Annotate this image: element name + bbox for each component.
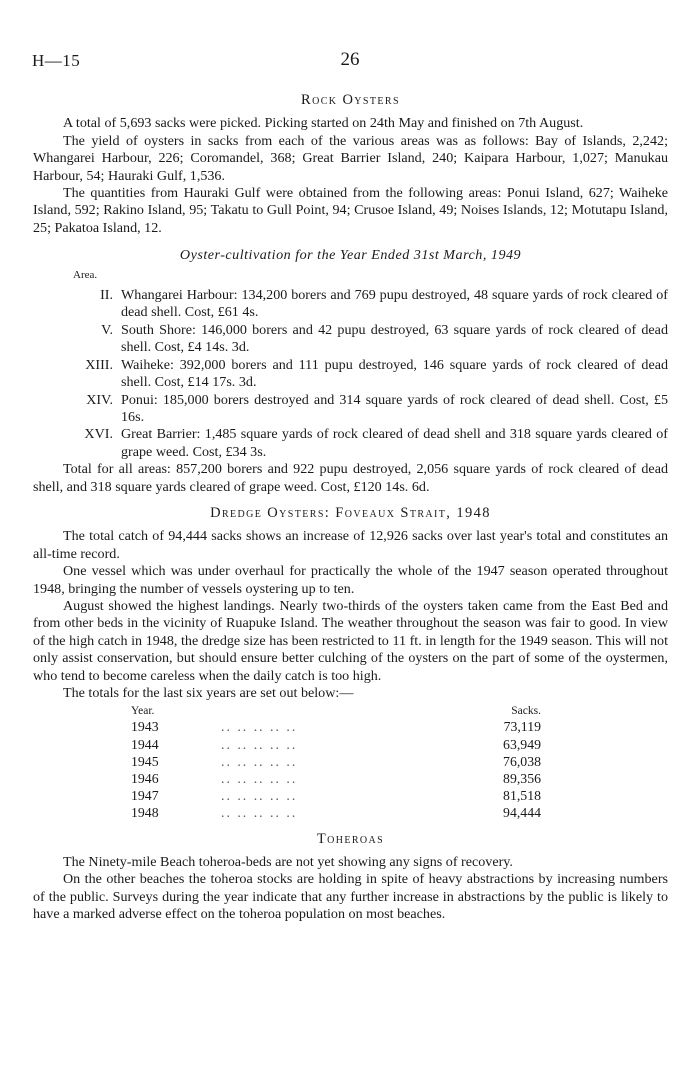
sacks-cell: 76,038	[503, 753, 541, 769]
leader-dots: .. .. .. .. ..	[221, 771, 298, 787]
sacks-cell: 73,119	[503, 719, 541, 735]
area-entry	[33, 322, 668, 357]
leader-dots: .. .. .. .. ..	[221, 736, 298, 752]
sacks-cell: 63,949	[503, 736, 541, 752]
section-heading-dredge-oysters: Dredge Oysters: Foveaux Strait, 1948	[210, 504, 491, 521]
year-cell: 1948	[131, 805, 159, 821]
section-heading-toheroas: Toheroas	[316, 830, 385, 847]
sacks-cell: 89,356	[503, 771, 541, 787]
document-reference: H—15	[32, 51, 81, 70]
sacks-cell: 94,444	[503, 805, 541, 821]
table-row	[131, 753, 541, 770]
cultivation-total: Total for all areas: 857,200 borers and 922 pupu destroyed, 2,056 square yards of rock cleared of dead shell, and 318 square yards cleared of grape weed. Cost, £120 14s. 6d.	[33, 461, 668, 495]
leader-dots: .. .. .. .. ..	[221, 753, 298, 769]
table-header-row	[131, 704, 541, 718]
paragraph: On the other beaches the toheroa stocks are holding in spite of heavy abstractions by increasing numbers of the public. Surveys during the year indicate that any further increase in abstractions by the public is likely to have a marked adverse effect on the toheroa population on most beaches.	[33, 871, 668, 923]
table-row	[131, 804, 541, 821]
leader-dots: .. .. .. .. ..	[221, 788, 298, 804]
paragraph: The total catch of 94,444 sacks shows an increase of 12,926 sacks over last year's total and constitutes an all-time record.	[33, 528, 668, 562]
area-entry	[33, 357, 668, 392]
area-code: XIII.	[85, 356, 113, 373]
table-row	[131, 787, 541, 804]
table-row	[131, 736, 541, 753]
leader-dots: .. .. .. .. ..	[221, 719, 298, 735]
area-text: Ponui: 185,000 borers destroyed and 314 square yards of rock cleared of dead shell. Cost, £5 16s.	[121, 391, 668, 425]
area-text: South Shore: 146,000 borers and 42 pupu destroyed, 63 square yards of rock cleared of dead shell. Cost, £4 14s. 3d.	[121, 321, 668, 356]
area-text: Whangarei Harbour: 134,200 borers and 769 pupu destroyed, 48 square yards of rock cleared of dead shell. Cost, £61 4s.	[121, 287, 668, 321]
table-row	[131, 770, 541, 787]
area-text: Great Barrier: 1,485 square yards of rock cleared of dead shell and 318 square yards cleared of grape weed. Cost, £34 3s.	[121, 426, 668, 460]
area-entry	[33, 392, 668, 427]
page-body	[33, 92, 668, 924]
paragraph: August showed the highest landings. Nearly two-thirds of the oysters taken came from the East Bed and from other beds in the vicinity of Ruapuke Island. The weather throughout the season was fair to good. In view of the high catch in 1948, the dredge size has been restricted to 11 ft. in length for the 1949 season. This will not only assist conservation, but should ensure better culching of the oysters on the part of some of the oystermen, who tend to become careless when the daily catch is too high.	[33, 597, 668, 684]
year-cell: 1947	[131, 788, 159, 804]
area-entry	[33, 287, 668, 322]
paragraph: The yield of oysters in sacks from each of the various areas was as follows: Bay of Islands, 2,242; Whangarei Harbour, 226; Coromandel, 368; Great Barrier Island, 240; Kaipara Harbour, 1,027; Manukau Harbour, 54; Hauraki Gulf, 1,536.	[33, 132, 668, 184]
year-cell: 1944	[131, 736, 159, 752]
area-entry	[33, 426, 668, 461]
table-row	[131, 718, 541, 735]
leader-dots: .. .. .. .. ..	[221, 805, 298, 821]
column-header-sacks: Sacks.	[511, 705, 541, 718]
year-cell: 1945	[131, 753, 159, 769]
year-cell: 1946	[131, 771, 159, 787]
paragraph: A total of 5,693 sacks were picked. Picking started on 24th May and finished on 7th August.	[63, 115, 584, 132]
year-cell: 1943	[131, 719, 159, 735]
area-code: XVI.	[84, 426, 113, 443]
paragraph: The totals for the last six years are set out below:—	[63, 685, 354, 701]
area-column-label: Area.	[73, 268, 98, 281]
page-number: 26	[340, 49, 360, 70]
area-text: Waiheke: 392,000 borers and 111 pupu destroyed, 146 square yards of rock cleared of dead shell. Cost, £14 17s. 3d.	[121, 356, 668, 391]
paragraph: The quantities from Hauraki Gulf were obtained from the following areas: Ponui Island, 627; Waiheke Island, 592; Rakino Island, 95; Takatu to Gull Point, 94; Crusoe Island, 49; Noises Islands, 12; Motutapu Island, 25; Pakatoa Island, 12.	[33, 185, 668, 236]
column-header-year: Year.	[131, 705, 155, 718]
paragraph: The Ninety-mile Beach toheroa-beds are not yet showing any signs of recovery.	[63, 854, 513, 871]
section-heading-rock-oysters: Rock Oysters	[301, 92, 400, 108]
area-code: V.	[101, 321, 113, 338]
catch-table	[131, 704, 541, 821]
area-code: XIV.	[86, 391, 113, 408]
sacks-cell: 81,518	[503, 788, 541, 804]
paragraph: One vessel which was under overhaul for practically the whole of the 1947 season operated throughout 1948, bringing the number of vessels oystering up to ten.	[33, 563, 668, 597]
section-heading-cultivation: Oyster-cultivation for the Year Ended 31st March, 1949	[179, 247, 522, 264]
area-code: II.	[100, 287, 113, 304]
